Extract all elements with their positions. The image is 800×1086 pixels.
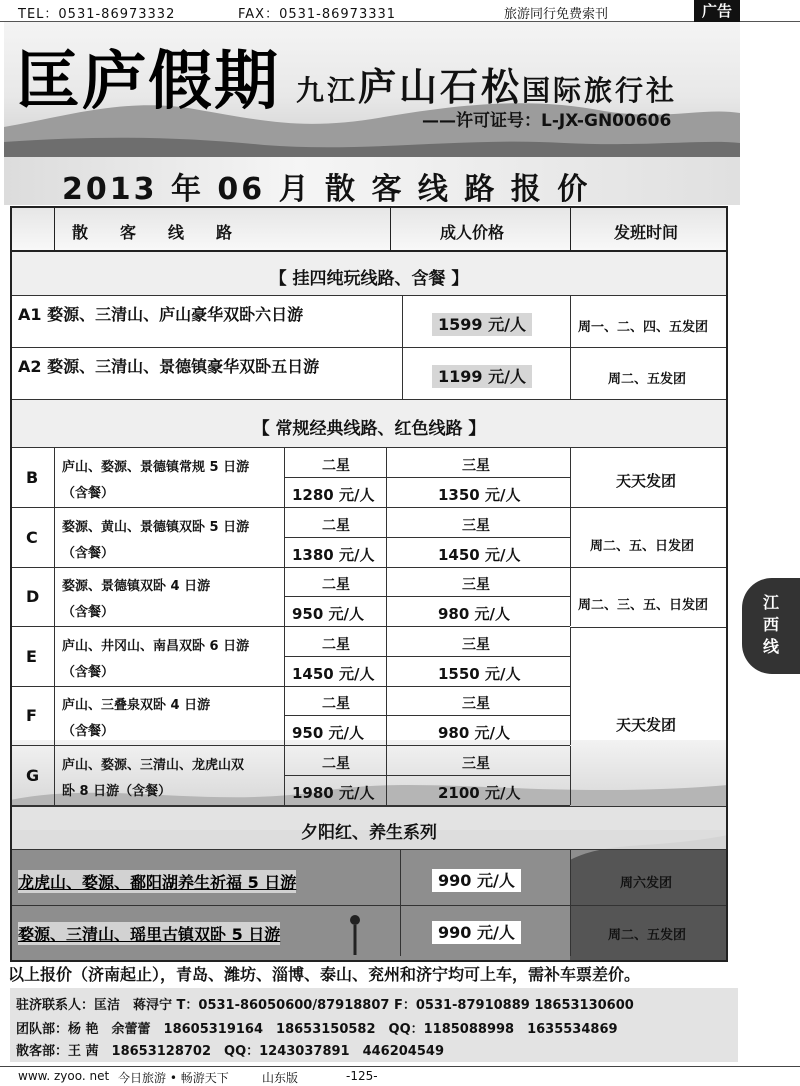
contact-group: 团队部：杨 艳 余蕾蕾 18605319164 18653150582 QQ：1185088998 1635534869: [16, 1022, 618, 1037]
edition: 山东版: [262, 1071, 299, 1085]
agency-name: [296, 56, 677, 111]
region-tab: [742, 578, 800, 674]
route-a2: [18, 354, 319, 377]
three-star-label: 三星: [462, 518, 490, 534]
route-name: 庐山、婺源、景德镇常规 5 日游: [62, 460, 250, 475]
price: 990 元/人: [432, 869, 521, 892]
depart-c: 周二、五、日发团: [590, 539, 695, 554]
region-tab-char: 江: [762, 593, 779, 612]
brand-logo: 匡庐假期: [16, 44, 280, 119]
agency-main: 庐山石松: [358, 65, 523, 109]
price: 990 元/人: [432, 921, 521, 944]
price-two-star: 950 元/人: [292, 724, 365, 742]
fax-number: FAX：0531-86973331: [238, 7, 397, 22]
route-code: E: [26, 647, 37, 666]
three-star-label: 三星: [462, 458, 490, 474]
header-price: 成人价格: [440, 223, 505, 242]
site-url: www. zyoo. net: [18, 1069, 110, 1083]
price-three-star: 1450 元/人: [438, 546, 521, 564]
region-tab-char: 线: [762, 637, 779, 656]
two-star-label: 二星: [322, 518, 350, 534]
phone-number: TEL：0531-86973332: [18, 7, 176, 22]
route-meal: （含餐）: [62, 605, 115, 620]
header-depart: 发班时间: [614, 223, 679, 242]
ad-badge: 广告: [694, 0, 740, 22]
page-title: 2013 年 06 月 散 客 线 路 报 价: [62, 172, 591, 207]
price-three-star: 980 元/人: [438, 724, 511, 742]
row-divider: [570, 507, 726, 508]
table-header: [12, 208, 726, 252]
three-star-label: 三星: [462, 756, 490, 772]
route-meal: （含餐）: [62, 724, 115, 739]
top-info-bar: [0, 0, 800, 22]
price-two-star: 1280 元/人: [292, 486, 375, 504]
price-two-star: 1380 元/人: [292, 546, 375, 564]
route-name: 庐山、三叠泉双卧 4 日游: [62, 698, 211, 713]
two-star-label: 二星: [322, 696, 350, 712]
route-code: G: [26, 766, 40, 785]
slogan: 今日旅游 • 畅游天下: [118, 1071, 229, 1085]
price-two-star: 950 元/人: [292, 605, 365, 623]
price: 1599 元/人: [432, 313, 532, 336]
license-number: ——许可证号：L-JX-GN00606: [422, 111, 672, 131]
three-star-label: 三星: [462, 577, 490, 593]
two-star-label: 二星: [322, 577, 350, 593]
table-row: [12, 686, 570, 746]
route-a1: [18, 302, 303, 325]
two-star-label: 二星: [322, 756, 350, 772]
section1-title: 【 挂四纯玩线路、含餐 】: [269, 269, 469, 289]
price-two-star: 1450 元/人: [292, 665, 375, 683]
route-name: 龙虎山、婺源、鄱阳湖养生祈福 5 日游: [18, 870, 296, 893]
route-name: 婺源、三清山、庐山豪华双卧六日游: [47, 305, 304, 324]
price-three-star: 980 元/人: [438, 605, 511, 623]
price: 1199 元/人: [432, 365, 532, 388]
route-meal: （含餐）: [62, 546, 115, 561]
route-name: 庐山、婺源、三清山、龙虎山双: [62, 758, 245, 773]
row-divider: [570, 567, 726, 568]
depart-efg: 天天发团: [616, 716, 677, 734]
table-row: [12, 448, 570, 508]
three-star-label: 三星: [462, 637, 490, 653]
two-star-label: 二星: [322, 458, 350, 474]
price-two-star: 1980 元/人: [292, 784, 375, 802]
free-issue-note: 旅游同行免费索刊: [504, 7, 609, 22]
depart-time: 周二、五发团: [608, 928, 687, 943]
page-footer: [0, 1066, 800, 1086]
region-tab-char: 西: [762, 615, 779, 634]
route-meal: （含餐）: [62, 665, 115, 680]
route-code: A1: [18, 305, 42, 324]
three-star-label: 三星: [462, 696, 490, 712]
two-star-label: 二星: [322, 637, 350, 653]
row-divider: [570, 627, 726, 628]
contact-individual: 散客部：王 茜 18653128702 QQ：1243037891 446204549: [16, 1044, 444, 1059]
header-banner: [4, 22, 740, 157]
depart-time: 周一、二、四、五发团: [578, 320, 709, 335]
route-code: A2: [18, 357, 42, 376]
route-name: 婺源、三清山、瑶里古镇双卧 5 日游: [18, 922, 280, 945]
price-three-star: 1550 元/人: [438, 665, 521, 683]
price-three-star: 1350 元/人: [438, 486, 521, 504]
route-code: B: [26, 468, 39, 487]
depart-time: 周二、五发团: [608, 372, 687, 387]
table-row: [12, 746, 570, 806]
table-row: [12, 627, 570, 687]
route-code: C: [26, 528, 38, 547]
route-code: F: [26, 706, 37, 725]
price-three-star: 2100 元/人: [438, 784, 521, 802]
contact-block: [10, 988, 738, 1062]
depart-b: 天天发团: [616, 472, 677, 490]
table-row: [12, 850, 726, 906]
page-number: -125-: [346, 1069, 378, 1083]
table-row: [12, 567, 570, 627]
route-meal: 卧 8 日游（含餐）: [62, 784, 172, 799]
header-route: 散 客 线 路: [72, 223, 233, 242]
table-row: [12, 508, 570, 568]
table-row: [12, 296, 726, 348]
route-name: 婺源、三清山、景德镇豪华双卧五日游: [47, 357, 320, 376]
route-name: 庐山、井冈山、南昌双卧 6 日游: [62, 639, 250, 654]
depart-time: 周六发团: [620, 876, 673, 891]
section2-title: 【 常规经典线路、红色线路 】: [252, 419, 486, 439]
route-code: D: [26, 587, 40, 606]
contact-main: 驻济联系人：匡洁 蒋浔宁 T：0531-86050600/87918807 F：0531-87910889 18653130600: [16, 998, 634, 1013]
boarding-note: 以上报价（济南起止），青岛、潍坊、淄博、泰山、兖州和济宁均可上车，需补车票差价。: [8, 965, 641, 984]
agency-suffix: 国际旅行社: [522, 74, 678, 107]
table-row: [12, 348, 726, 400]
agency-prefix: 九江: [296, 74, 359, 107]
route-meal: （含餐）: [62, 486, 115, 501]
section3-title: 夕阳红、养生系列: [301, 823, 437, 843]
table-row: [12, 906, 726, 956]
depart-d: 周二、三、五、日发团: [578, 598, 709, 613]
route-name: 婺源、景德镇双卧 4 日游: [62, 579, 211, 594]
route-name: 婺源、黄山、景德镇双卧 5 日游: [62, 520, 250, 535]
